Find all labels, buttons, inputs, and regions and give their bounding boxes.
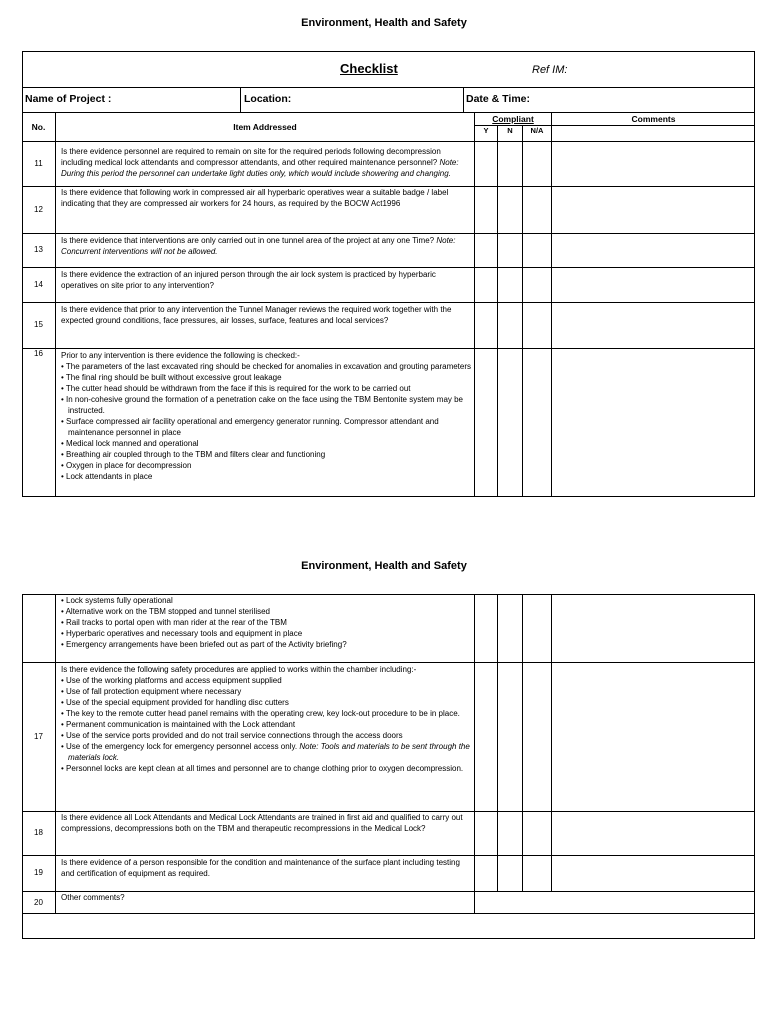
row-12-item: Is there evidence that following work in compressed air all hyperbaric operatives wear a suitable badge / label indicating that they are compressed air workers for 24 hours, as required by the BOCW Act1996 (61, 188, 449, 208)
row-16-intro: Prior to any intervention is there evidence the following is checked:- (61, 351, 300, 360)
row-16-bullet: • Hyperbaric operatives and necessary tools and equipment in place (61, 628, 471, 639)
row-13-note: Note: Concurrent interventions will not be allowed. (61, 236, 456, 256)
col-header-compliant: Compliant (492, 114, 534, 124)
row-19-item: Is there evidence of a person responsible for the condition and maintenance of the surface plant including testing and certification of equipment as required. (61, 858, 460, 878)
row-14-number: 14 (34, 280, 43, 289)
location-label: Location: (244, 93, 292, 105)
project-name-label: Name of Project : (25, 93, 112, 105)
row-17-bullet: • Use of fall protection equipment where necessary (61, 686, 471, 697)
row-17-bullet: • Use of the special equipment provided for handling disc cutters (61, 697, 471, 708)
row-16-number: 16 (34, 349, 43, 358)
row-16-continued-item (61, 595, 471, 650)
row-16-bullet: • Lock systems fully operational (61, 595, 471, 606)
row-16-item (61, 350, 471, 482)
row-16-bullet: • Breathing air coupled through to the TBM and filters clear and functioning (61, 449, 471, 460)
row-16-bullet: • Medical lock manned and operational (61, 438, 471, 449)
row-16-bullet: • In non-cohesive ground the formation of a penetration cake on the face using the TBM Bentonite system may be instructed. (61, 394, 471, 416)
row-16-bullet-list (61, 361, 471, 482)
page-header-title: Environment, Health and Safety (301, 17, 467, 29)
row-14-item: Is there evidence the extraction of an injured person through the air lock system is practiced by hyperbaric operatives on site prior to any intervention? (61, 270, 436, 290)
row-17-bullet: • Use of the service ports provided and do not trail service connections through the access doors (61, 730, 471, 741)
row-12-number: 12 (34, 205, 43, 214)
row-17-bullet (61, 741, 471, 763)
col-header-item: Item Addressed (233, 122, 297, 132)
row-20-number: 20 (34, 898, 43, 907)
row-16-bullet: • Emergency arrangements have been briefed out as part of the Activity briefing? (61, 639, 471, 650)
col-header-y: Y (483, 126, 489, 135)
row-16-bullet: • Rail tracks to portal open with man rider at the rear of the TBM (61, 617, 471, 628)
row-16-bullet: • The final ring should be built without excessive grout leakage (61, 372, 471, 383)
row-13-text: Is there evidence that interventions are only carried out in one tunnel area of the project at any one Time? (61, 236, 435, 245)
row-13-number: 13 (34, 245, 43, 254)
row-16-continued-bullet-list (61, 595, 471, 650)
ref-im-label: Ref IM: (532, 64, 568, 76)
row-17-item (61, 664, 471, 774)
row-17-bullet: • The key to the remote cutter head panel remains with the operating crew, key lock-out procedure to be in place. (61, 708, 471, 719)
row-13-item (61, 235, 471, 257)
row-18-number: 18 (34, 828, 43, 837)
col-header-na: N/A (530, 126, 544, 135)
date-time-label: Date & Time: (466, 93, 530, 105)
col-header-n: N (507, 126, 513, 135)
row-16-bullet: • Lock attendants in place (61, 471, 471, 482)
row-11-item (61, 146, 471, 179)
row-17-bullet: • Use of the working platforms and access equipment supplied (61, 675, 471, 686)
row-20-item: Other comments? (61, 893, 125, 902)
row-19-number: 19 (34, 868, 43, 877)
row-11-note: Note: During this period the personnel can undertake light duties only, which would include showering and changing. (61, 158, 459, 178)
row-17-bullet-text: Use of the emergency lock for emergency personnel access only. (66, 742, 298, 751)
row-17-intro: Is there evidence the following safety procedures are applied to works within the chamber including:- (61, 665, 417, 674)
row-16-bullet: • The parameters of the last excavated ring should be checked for anomalies in excavation and grouting parameters (61, 361, 471, 372)
row-17-bullet-note: Note: Tools and materials to be sent through the materials lock. (68, 742, 470, 762)
page-header-title-2: Environment, Health and Safety (301, 560, 467, 572)
row-18-item: Is there evidence all Lock Attendants and Medical Lock Attendants are trained in first aid and qualified to carry out compressions, decompressions both on the TBM and therapeutic recompressions in the Medical Lock? (61, 813, 463, 833)
row-16-bullet: • Surface compressed air facility operational and emergency generator running. Compressor attendant and maintenance personnel in place (61, 416, 471, 438)
col-header-no: No. (31, 122, 46, 132)
row-16-bullet: • Oxygen in place for decompression (61, 460, 471, 471)
row-11-number: 11 (34, 159, 43, 168)
row-17-bullet: • Permanent communication is maintained with the Lock attendant (61, 719, 471, 730)
row-16-bullet: • The cutter head should be withdrawn from the face if this is required for the work to be carried out (61, 383, 471, 394)
col-header-comments: Comments (631, 114, 676, 124)
row-15-number: 15 (34, 320, 43, 329)
row-17-number: 17 (34, 732, 43, 741)
row-15-item: Is there evidence that prior to any intervention the Tunnel Manager reviews the required work together with the expected ground conditions, face pressures, air losses, surface, features and local services? (61, 305, 452, 325)
checklist-title: Checklist (340, 61, 398, 76)
row-17-bullet-list (61, 675, 471, 774)
row-17-bullet: • Personnel locks are kept clean at all times and personnel are to change clothing prior to oxygen decompression. (61, 763, 471, 774)
row-16-bullet: • Alternative work on the TBM stopped and tunnel sterilised (61, 606, 471, 617)
row-11-text: Is there evidence personnel are required to remain on site for the required periods following decompression including medical lock attendants and compressor attendants, and other required maintenance personnel? (61, 147, 441, 167)
